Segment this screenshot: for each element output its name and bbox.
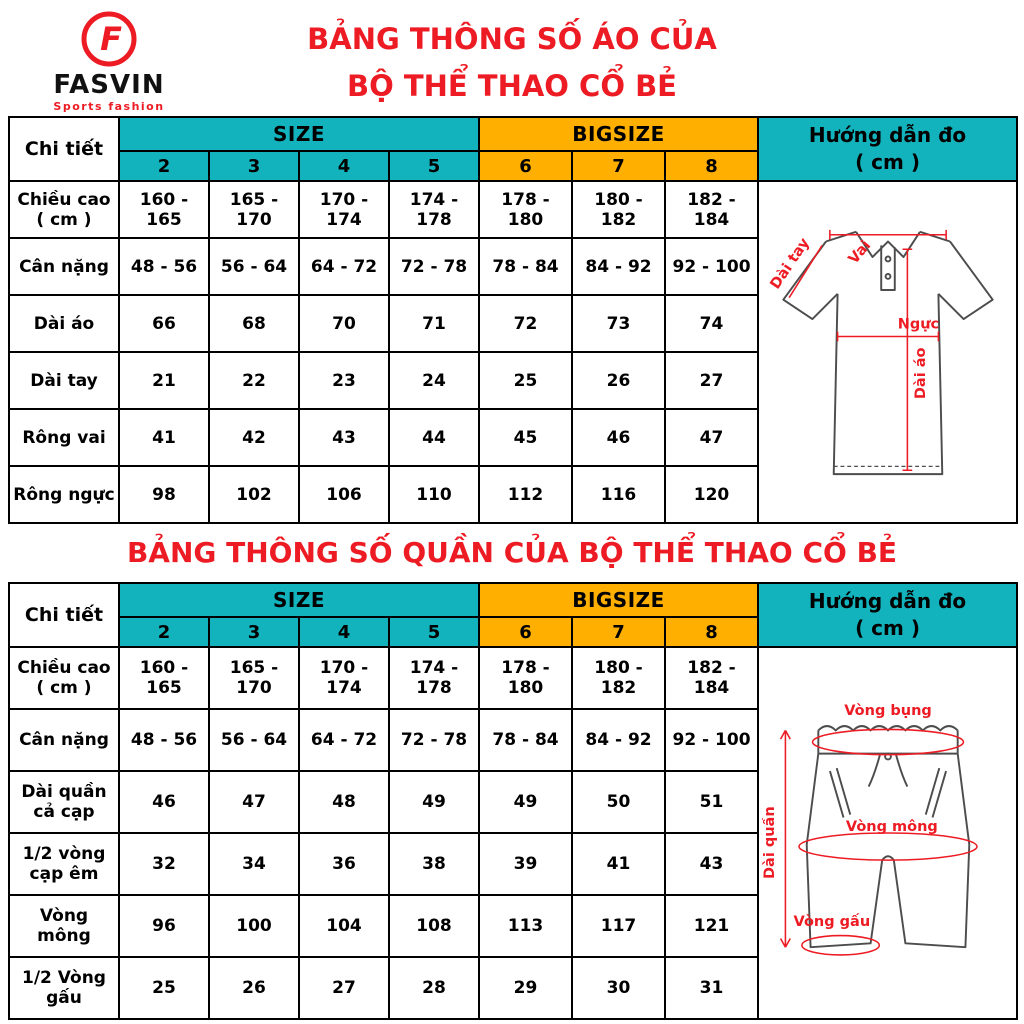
shirt-measure-diagram-cell [758,181,1017,523]
vong-gau-label: Vòng gấu [793,913,870,930]
value-cell: 70 [299,295,389,352]
value-cell: 41 [119,409,209,466]
value-cell: 84 - 92 [572,709,665,771]
value-cell: 32 [119,833,209,895]
row-label: Dài tay [9,352,119,409]
table-row [9,583,1017,617]
value-cell: 160 - 165 [119,181,209,238]
value-cell: 64 - 72 [299,238,389,295]
value-cell: 178 - 180 [479,181,572,238]
value-cell: 42 [209,409,299,466]
value-cell: 44 [389,409,479,466]
table-row [9,647,1017,709]
guide-header-line1: Hướng dẫn đo [808,589,967,613]
value-cell: 78 - 84 [479,709,572,771]
value-cell: 170 - 174 [299,181,389,238]
value-cell: 116 [572,466,665,523]
value-cell: 92 - 100 [665,709,758,771]
shirt-title-line1: BẢNG THÔNG SỐ ÁO CỦA [307,22,717,56]
measure-guide-header [758,583,1017,647]
value-cell: 74 [665,295,758,352]
value-cell: 174 - 178 [389,647,479,709]
value-cell: 182 - 184 [665,181,758,238]
value-cell: 47 [665,409,758,466]
measure-guide-header [758,117,1017,181]
value-cell: 180 - 182 [572,647,665,709]
value-cell: 51 [665,771,758,833]
guide-header-line1: Hướng dẫn đo [808,123,967,147]
vong-mong-label: Vòng mông [845,819,938,836]
value-cell: 28 [389,957,479,1019]
value-cell: 29 [479,957,572,1019]
value-cell: 22 [209,352,299,409]
value-cell: 46 [119,771,209,833]
value-cell: 50 [572,771,665,833]
row-label: Cân nặng [9,709,119,771]
detail-header: Chi tiết [9,583,119,647]
size-col-header: 4 [299,617,389,647]
value-cell: 49 [389,771,479,833]
value-cell: 104 [299,895,389,957]
value-cell: 34 [209,833,299,895]
value-cell: 84 - 92 [572,238,665,295]
value-cell: 48 - 56 [119,238,209,295]
nguc-label: Ngực [897,316,939,333]
detail-header: Chi tiết [9,117,119,181]
shirt-title-line2: BỘ THỂ THAO CỔ BẺ [346,68,677,103]
row-label: Rông ngực [9,466,119,523]
bigsize-band-header: BIGSIZE [479,583,758,617]
pants-table-title: BẢNG THÔNG SỐ QUẦN CỦA BỘ THỂ THAO CỔ BẺ [126,536,898,569]
value-cell: 170 - 174 [299,647,389,709]
value-cell: 174 - 178 [389,181,479,238]
value-cell: 106 [299,466,389,523]
value-cell: 73 [572,295,665,352]
dai-tay-label: Dài tay [767,235,813,293]
polo-shirt-outline [783,232,992,474]
shirt-measure-diagram [762,185,1014,519]
value-cell: 46 [572,409,665,466]
pants-measure-diagram [762,653,1014,1013]
size-band-header: SIZE [119,117,479,151]
size-col-header: 5 [389,151,479,181]
value-cell: 102 [209,466,299,523]
size-col-header: 8 [665,151,758,181]
value-cell: 98 [119,466,209,523]
value-cell: 31 [665,957,758,1019]
value-cell: 30 [572,957,665,1019]
size-band-header: SIZE [119,583,479,617]
size-col-header: 3 [209,617,299,647]
table-row [9,117,1017,151]
value-cell: 25 [119,957,209,1019]
value-cell: 160 - 165 [119,647,209,709]
value-cell: 113 [479,895,572,957]
vai-label: Vai [845,237,874,268]
value-cell: 36 [299,833,389,895]
value-cell: 121 [665,895,758,957]
value-cell: 41 [572,833,665,895]
brand-tagline: Sports fashion [53,100,165,113]
value-cell: 112 [479,466,572,523]
row-label: Vòng mông [9,895,119,957]
size-col-header: 8 [665,617,758,647]
brand-name: FASVIN [53,70,165,100]
value-cell: 66 [119,295,209,352]
guide-header-line2: ( cm ) [855,616,920,640]
value-cell: 26 [209,957,299,1019]
value-cell: 23 [299,352,389,409]
value-cell: 49 [479,771,572,833]
value-cell: 71 [389,295,479,352]
value-cell: 45 [479,409,572,466]
row-label: Chiều cao ( cm ) [9,181,119,238]
value-cell: 165 - 170 [209,181,299,238]
size-col-header: 3 [209,151,299,181]
shirt-table-title [0,16,1024,110]
row-label: 1/2 Vòng gấu [9,957,119,1019]
value-cell: 27 [665,352,758,409]
value-cell: 165 - 170 [209,647,299,709]
value-cell: 92 - 100 [665,238,758,295]
value-cell: 72 [479,295,572,352]
size-col-header: 7 [572,617,665,647]
value-cell: 43 [665,833,758,895]
value-cell: 72 - 78 [389,709,479,771]
value-cell: 56 - 64 [209,709,299,771]
value-cell: 72 - 78 [389,238,479,295]
value-cell: 56 - 64 [209,238,299,295]
value-cell: 26 [572,352,665,409]
shirt-measure-labels [767,235,939,399]
bigsize-band-header: BIGSIZE [479,117,758,151]
value-cell: 78 - 84 [479,238,572,295]
size-col-header: 2 [119,151,209,181]
value-cell: 21 [119,352,209,409]
size-col-header: 7 [572,151,665,181]
value-cell: 100 [209,895,299,957]
value-cell: 27 [299,957,389,1019]
value-cell: 120 [665,466,758,523]
value-cell: 64 - 72 [299,709,389,771]
row-label: Chiều cao ( cm ) [9,647,119,709]
value-cell: 48 - 56 [119,709,209,771]
size-col-header: 6 [479,617,572,647]
value-cell: 117 [572,895,665,957]
guide-header-line2: ( cm ) [855,150,920,174]
value-cell: 39 [479,833,572,895]
value-cell: 182 - 184 [665,647,758,709]
pants-measure-diagram-cell [758,647,1017,1019]
value-cell: 108 [389,895,479,957]
value-cell: 43 [299,409,389,466]
vong-bung-label: Vòng bụng [843,702,932,719]
value-cell: 178 - 180 [479,647,572,709]
value-cell: 180 - 182 [572,181,665,238]
pants-size-table [8,582,1018,1020]
value-cell: 25 [479,352,572,409]
row-label: Dài áo [9,295,119,352]
row-label: Cân nặng [9,238,119,295]
value-cell: 96 [119,895,209,957]
value-cell: 38 [389,833,479,895]
value-cell: 47 [209,771,299,833]
row-label: 1/2 vòng cạp êm [9,833,119,895]
value-cell: 48 [299,771,389,833]
size-col-header: 6 [479,151,572,181]
dai-quan-label: Dài quần [761,806,778,880]
size-col-header: 5 [389,617,479,647]
row-label: Dài quần cả cạp [9,771,119,833]
size-col-header: 4 [299,151,389,181]
svg-text:F: F [100,20,122,58]
dai-ao-label: Dài áo [912,347,929,400]
table-row [9,181,1017,238]
value-cell: 68 [209,295,299,352]
value-cell: 24 [389,352,479,409]
shirt-size-table [8,116,1018,524]
value-cell: 110 [389,466,479,523]
size-col-header: 2 [119,617,209,647]
row-label: Rông vai [9,409,119,466]
